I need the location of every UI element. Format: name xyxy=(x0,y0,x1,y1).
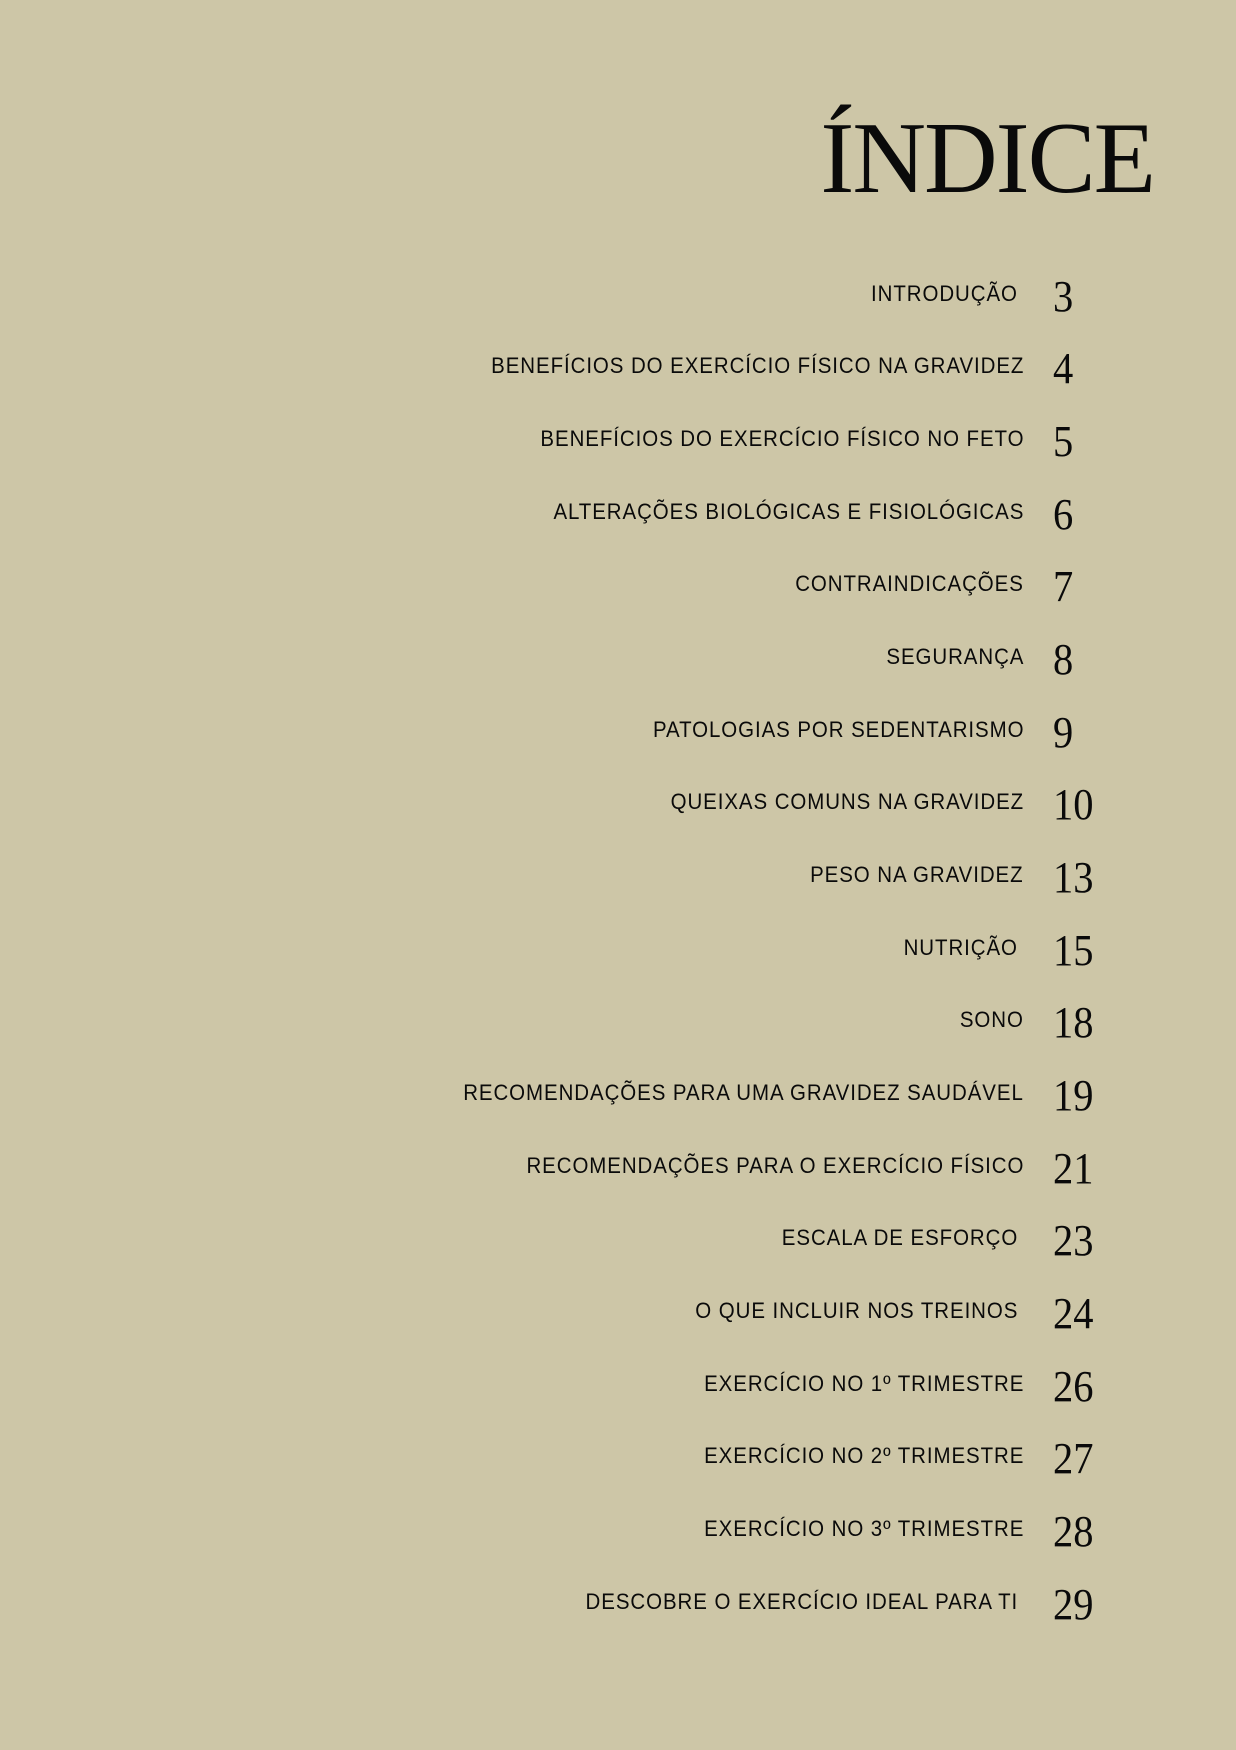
toc-entry-page: 5 xyxy=(1053,417,1074,466)
toc-entry-label: NUTRIÇÃO xyxy=(903,935,1018,960)
toc-entry-label: O QUE INCLUIR NOS TREINOS xyxy=(694,1298,1018,1323)
toc-entry-label: BENEFÍCIOS DO EXERCÍCIO FÍSICO NA GRAVIDEZ xyxy=(490,353,1024,378)
toc-entry-trimestre-2[interactable] xyxy=(0,1429,1236,1489)
toc-entry-queixas[interactable] xyxy=(0,775,1236,835)
toc-entry-page: 3 xyxy=(1053,272,1074,321)
toc-entry-escala-esforco[interactable] xyxy=(0,1211,1236,1271)
toc-entry-peso[interactable] xyxy=(0,848,1236,908)
toc-entry-page: 19 xyxy=(1053,1071,1094,1120)
toc-entry-label: ALTERAÇÕES BIOLÓGICAS E FISIOLÓGICAS xyxy=(553,499,1024,524)
toc-entry-seguranca[interactable] xyxy=(0,630,1236,690)
toc-entry-introducao[interactable] xyxy=(0,267,1236,327)
page-title: ÍNDICE xyxy=(820,102,1154,215)
toc-entry-page: 26 xyxy=(1053,1362,1094,1411)
toc-entry-label: ESCALA DE ESFORÇO xyxy=(781,1225,1018,1250)
toc-entry-sono[interactable] xyxy=(0,993,1236,1053)
toc-entry-label: BENEFÍCIOS DO EXERCÍCIO FÍSICO NO FETO xyxy=(539,426,1024,451)
toc-entry-label: EXERCÍCIO NO 1º TRIMESTRE xyxy=(703,1371,1024,1396)
toc-entry-page: 18 xyxy=(1053,998,1094,1047)
toc-entry-page: 27 xyxy=(1053,1434,1094,1483)
toc-entry-page: 8 xyxy=(1053,635,1074,684)
toc-entry-page: 15 xyxy=(1053,926,1094,975)
toc-entry-contraindicacoes[interactable] xyxy=(0,557,1236,617)
toc-entry-page: 6 xyxy=(1053,490,1074,539)
toc-entry-label: RECOMENDAÇÕES PARA UMA GRAVIDEZ SAUDÁVEL xyxy=(463,1080,1024,1105)
toc-entry-page: 4 xyxy=(1053,344,1074,393)
toc-entry-o-que-incluir[interactable] xyxy=(0,1284,1236,1344)
toc-entry-page: 28 xyxy=(1053,1507,1094,1556)
toc-entry-label: EXERCÍCIO NO 3º TRIMESTRE xyxy=(703,1516,1024,1541)
toc-entry-page: 9 xyxy=(1053,708,1074,757)
toc-entry-page: 7 xyxy=(1053,562,1074,611)
toc-entry-trimestre-1[interactable] xyxy=(0,1357,1236,1417)
toc-entry-page: 13 xyxy=(1053,853,1094,902)
toc-entry-beneficios-gravidez[interactable] xyxy=(0,339,1236,399)
toc-entry-label: SONO xyxy=(960,1007,1024,1032)
toc-entry-label: PATOLOGIAS POR SEDENTARISMO xyxy=(652,717,1024,742)
toc-entry-exercicio-ideal[interactable] xyxy=(0,1575,1236,1635)
toc-entry-recomendacoes-gravidez[interactable] xyxy=(0,1066,1236,1126)
toc-entry-label: DESCOBRE O EXERCÍCIO IDEAL PARA TI xyxy=(585,1589,1018,1614)
toc-entry-patologias[interactable] xyxy=(0,703,1236,763)
toc-entry-recomendacoes-exercicio[interactable] xyxy=(0,1139,1236,1199)
toc-entry-label: RECOMENDAÇÕES PARA O EXERCÍCIO FÍSICO xyxy=(526,1153,1024,1178)
toc-entry-label: EXERCÍCIO NO 2º TRIMESTRE xyxy=(703,1443,1024,1468)
toc-entry-label: CONTRAINDICAÇÕES xyxy=(795,571,1024,596)
toc-entry-page: 29 xyxy=(1053,1580,1094,1629)
toc-entry-page: 21 xyxy=(1053,1144,1094,1193)
toc-entry-trimestre-3[interactable] xyxy=(0,1502,1236,1562)
toc-entry-page: 23 xyxy=(1053,1216,1094,1265)
toc-entry-nutricao[interactable] xyxy=(0,921,1236,981)
toc-entry-label: PESO NA GRAVIDEZ xyxy=(810,862,1024,887)
toc-entry-alteracoes[interactable] xyxy=(0,485,1236,545)
toc-entry-label: QUEIXAS COMUNS NA GRAVIDEZ xyxy=(670,789,1024,814)
toc-entry-beneficios-feto[interactable] xyxy=(0,412,1236,472)
toc-entry-page: 10 xyxy=(1053,780,1094,829)
toc-entry-label: SEGURANÇA xyxy=(886,644,1024,669)
toc-entry-label: INTRODUÇÃO xyxy=(871,281,1018,306)
toc-entry-page: 24 xyxy=(1053,1289,1094,1338)
